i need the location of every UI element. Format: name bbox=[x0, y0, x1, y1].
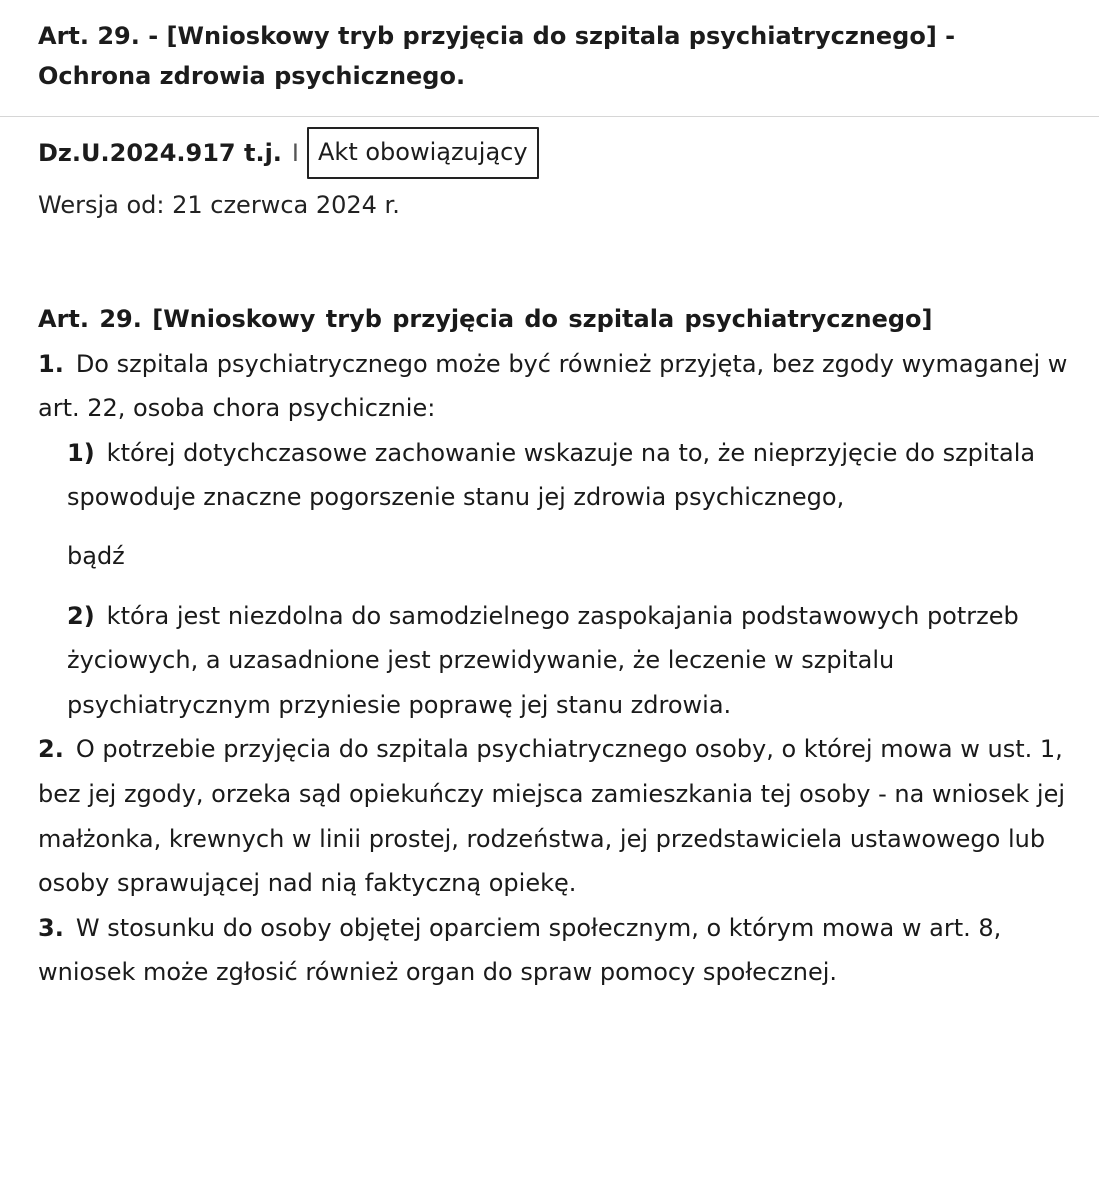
paragraph-number: 1. bbox=[38, 349, 64, 378]
point-number: 1) bbox=[67, 438, 95, 467]
point-text: której dotychczasowe zachowanie wskazuje na to, że nieprzyjęcie do szpitala spowoduje znaczne pogorszenie stanu jej zdrowia psychicznego, bbox=[67, 438, 1036, 512]
page-title bbox=[38, 16, 1068, 96]
version-date: Wersja od: 21 czerwca 2024 r. bbox=[38, 191, 400, 219]
act-metadata bbox=[38, 125, 539, 181]
page-title-line-2: Ochrona zdrowia psychicznego. bbox=[38, 62, 466, 90]
status-badge: Akt obowiązujący bbox=[307, 127, 539, 179]
meta-separator: I bbox=[291, 139, 299, 167]
point-1 bbox=[38, 431, 1083, 520]
point-2 bbox=[38, 594, 1083, 728]
paragraph-number: 3. bbox=[38, 913, 64, 942]
point-number: 2) bbox=[67, 601, 95, 630]
title-divider bbox=[0, 116, 1099, 117]
paragraph-text: W stosunku do osoby objętej oparciem społecznym, o którym mowa w art. 8, wniosek może zgłosić również organ do spraw pomocy społecznej. bbox=[38, 913, 1002, 987]
paragraph-text: O potrzebie przyjęcia do szpitala psychiatrycznego osoby, o której mowa w ust. 1, bez jej zgody, orzeka sąd opiekuńczy miejsca zamieszkania tej osoby - na wniosek jej małżonka, krewnych w linii prostej, rodzeństwa, jej przedstawiciela ustawowego lub osoby sprawującej nad nią faktyczną opiekę. bbox=[38, 735, 1065, 898]
paragraph-1 bbox=[38, 342, 1083, 431]
paragraph-text: Do szpitala psychiatrycznego może być również przyjęta, bez zgody wymaganej w art. 22, osoba chora psychicznie: bbox=[38, 349, 1068, 423]
page-title-line-1: Art. 29. - [Wnioskowy tryb przyjęcia do szpitala psychiatrycznego] - bbox=[38, 22, 956, 50]
journal-reference[interactable]: Dz.U.2024.917 t.j. bbox=[38, 139, 282, 167]
article-body bbox=[38, 297, 1083, 995]
paragraph-2 bbox=[38, 727, 1083, 905]
paragraph-number: 2. bbox=[38, 735, 64, 764]
article-heading-title: [Wnioskowy tryb przyjęcia do szpitala psychiatrycznego] bbox=[152, 305, 933, 333]
paragraph-3 bbox=[38, 906, 1083, 995]
article-number: Art. 29. bbox=[38, 305, 142, 333]
points-connector: bądź bbox=[67, 541, 125, 570]
article-heading bbox=[38, 297, 1083, 342]
point-text: która jest niezdolna do samodzielnego zaspokajania podstawowych potrzeb życiowych, a uzasadnione jest przewidywanie, że leczenie w szpitalu psychiatrycznym przyniesie poprawę jej stanu zdrowia. bbox=[67, 601, 1019, 719]
